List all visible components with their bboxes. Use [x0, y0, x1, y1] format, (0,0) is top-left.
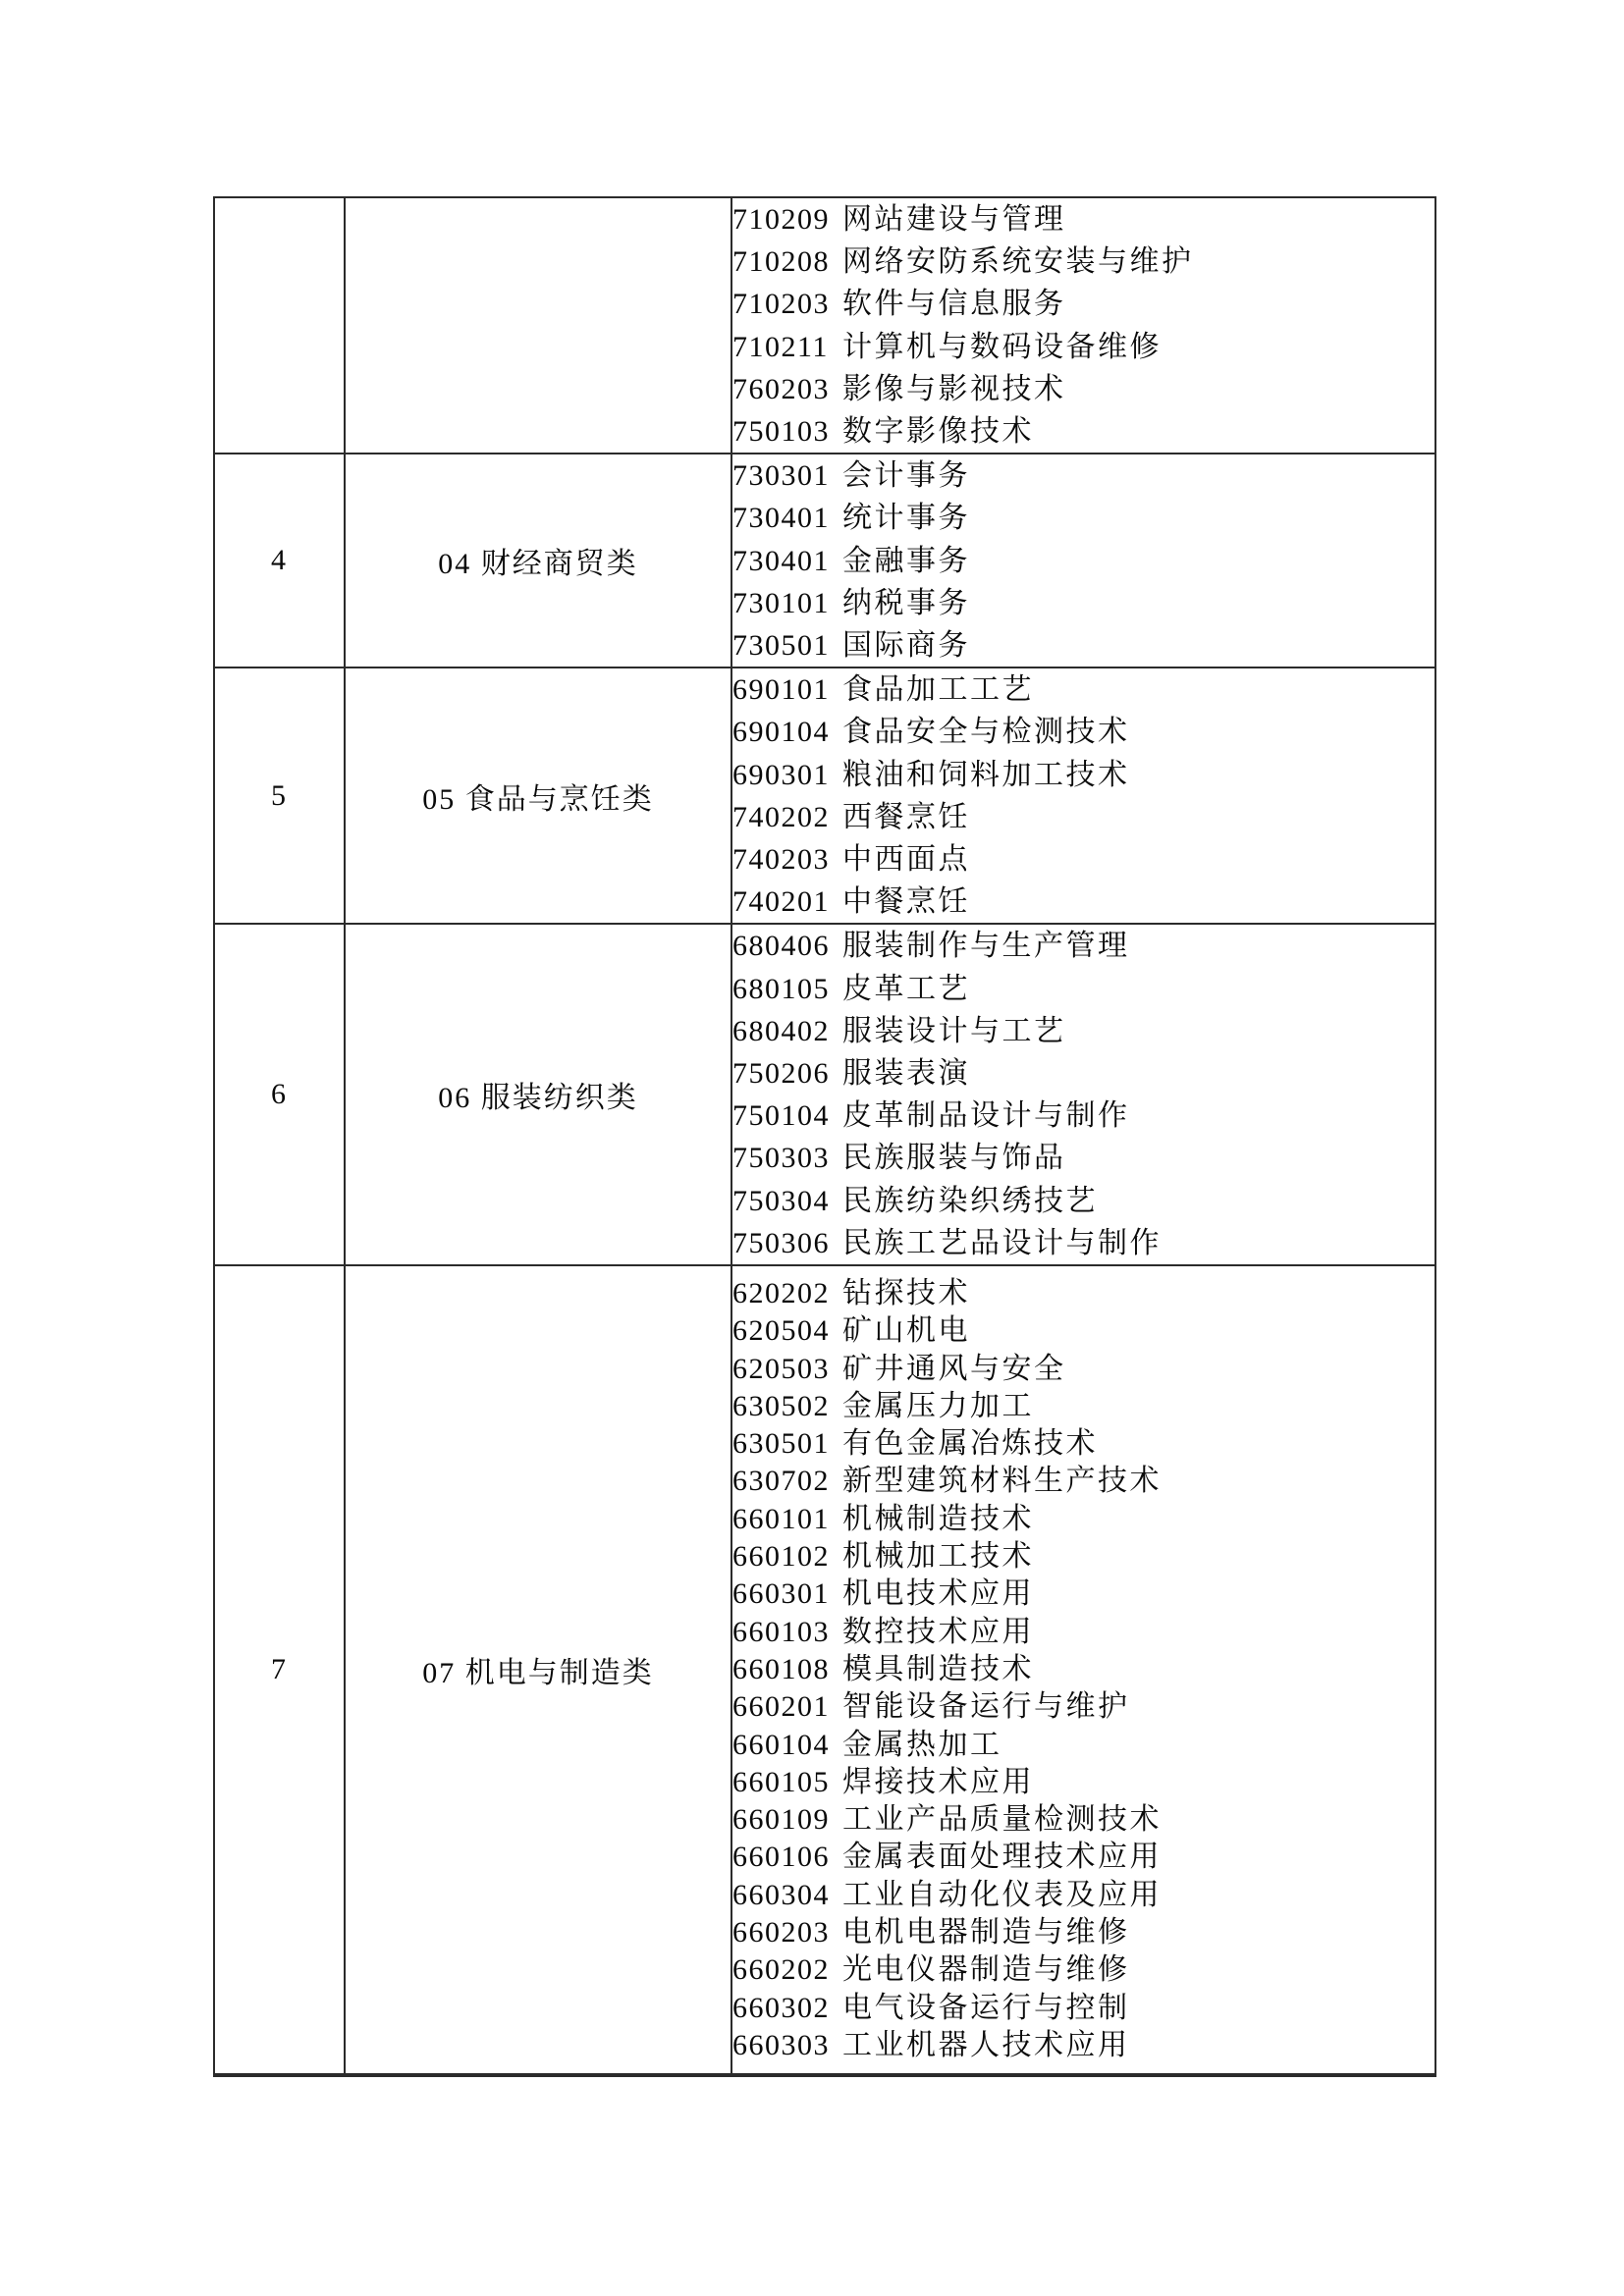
- major-code: 680402: [732, 1014, 830, 1047]
- majors-cell: [731, 667, 1435, 924]
- major-code: 660303: [732, 2028, 830, 2061]
- major-code: 730401: [732, 502, 830, 535]
- major-line: [732, 1501, 1435, 1538]
- majors-cell: [731, 197, 1435, 454]
- major-line: [732, 582, 1435, 624]
- major-name: 模具制造技术: [842, 1652, 1034, 1685]
- row-index-cell: 5: [214, 667, 345, 924]
- major-name: 矿山机电: [842, 1314, 970, 1348]
- major-name: 金属表面处理技术应用: [842, 1841, 1162, 1874]
- major-code: 690301: [732, 758, 830, 791]
- row-index-cell: 4: [214, 454, 345, 667]
- major-code: 660201: [732, 1690, 830, 1724]
- major-name: 服装设计与工艺: [842, 1014, 1066, 1047]
- major-code: 620504: [732, 1314, 830, 1348]
- major-code: 710203: [732, 288, 830, 321]
- major-name: 工业自动化仪表及应用: [842, 1878, 1162, 1911]
- major-code: 660106: [732, 1841, 830, 1874]
- major-code: 750103: [732, 415, 830, 449]
- major-name: 矿井通风与安全: [842, 1352, 1066, 1385]
- major-code: 680105: [732, 972, 830, 1005]
- major-code: 660105: [732, 1765, 830, 1798]
- major-name: 软件与信息服务: [842, 288, 1066, 321]
- major-line: [732, 497, 1435, 539]
- major-code: 630502: [732, 1389, 830, 1422]
- major-code: 730101: [732, 586, 830, 619]
- major-code: 740201: [732, 885, 830, 919]
- major-name: 服装制作与生产管理: [842, 930, 1130, 963]
- major-code: 660202: [732, 1953, 830, 1987]
- major-code: 730301: [732, 459, 830, 493]
- major-line: [732, 1180, 1435, 1222]
- major-name: 金融事务: [842, 544, 970, 577]
- major-name: 会计事务: [842, 459, 970, 493]
- category-cell: 04 财经商贸类: [345, 454, 731, 667]
- major-line: [732, 1425, 1435, 1463]
- major-code: 660108: [732, 1652, 830, 1685]
- major-line: [732, 624, 1435, 667]
- major-name: 新型建筑材料生产技术: [842, 1465, 1162, 1498]
- major-line: [732, 283, 1435, 325]
- major-line: [732, 1801, 1435, 1839]
- major-name: 数控技术应用: [842, 1615, 1034, 1648]
- table-row: [214, 1265, 1435, 2075]
- major-line: [732, 1727, 1435, 1764]
- major-line: [732, 1538, 1435, 1575]
- major-name: 服装表演: [842, 1057, 970, 1091]
- major-code: 750304: [732, 1184, 830, 1217]
- major-line: [732, 1312, 1435, 1350]
- row-index-cell: 6: [214, 924, 345, 1265]
- major-name: 网站建设与管理: [842, 203, 1066, 236]
- major-name: 机械加工技术: [842, 1540, 1034, 1574]
- major-code: 710208: [732, 245, 830, 279]
- major-code: 710209: [732, 203, 830, 236]
- major-name: 工业产品质量检测技术: [842, 1803, 1162, 1837]
- major-code: 660102: [732, 1540, 830, 1574]
- major-name: 民族服装与饰品: [842, 1142, 1066, 1175]
- table-row: [214, 197, 1435, 454]
- major-line: [732, 1052, 1435, 1095]
- category-cell: 07 机电与制造类: [345, 1265, 731, 2075]
- major-line: [732, 1351, 1435, 1388]
- major-line: [732, 838, 1435, 881]
- major-code: 750306: [732, 1226, 830, 1259]
- major-code: 660104: [732, 1728, 830, 1761]
- major-line: [732, 796, 1435, 838]
- table-row: [214, 924, 1435, 1265]
- major-line: [732, 1222, 1435, 1264]
- major-code: 660101: [732, 1502, 830, 1535]
- major-line: [732, 1095, 1435, 1137]
- major-line: [732, 410, 1435, 453]
- major-code: 660203: [732, 1916, 830, 1949]
- major-line: [732, 1388, 1435, 1425]
- major-name: 计算机与数码设备维修: [842, 330, 1162, 363]
- category-cell: [345, 197, 731, 454]
- major-name: 钻探技术: [842, 1276, 970, 1309]
- table-body: [214, 197, 1435, 2075]
- major-line: [732, 198, 1435, 240]
- major-line: [732, 326, 1435, 368]
- major-line: [732, 1614, 1435, 1651]
- major-name: 智能设备运行与维护: [842, 1690, 1130, 1724]
- major-line: [732, 1688, 1435, 1726]
- major-code: 760203: [732, 372, 830, 405]
- major-code: 730401: [732, 544, 830, 577]
- major-line: [732, 881, 1435, 923]
- major-line: [732, 925, 1435, 967]
- major-line: [732, 2027, 1435, 2064]
- majors-cell: [731, 454, 1435, 667]
- row-index-cell: [214, 197, 345, 454]
- major-line: [732, 1914, 1435, 1951]
- major-code: 620503: [732, 1352, 830, 1385]
- major-code: 620202: [732, 1276, 830, 1309]
- major-line: [732, 1575, 1435, 1613]
- major-name: 国际商务: [842, 629, 970, 663]
- major-name: 中餐烹饪: [842, 885, 970, 919]
- major-name: 中西面点: [842, 843, 970, 877]
- major-name: 民族工艺品设计与制作: [842, 1226, 1162, 1259]
- major-code: 750303: [732, 1142, 830, 1175]
- major-line: [732, 540, 1435, 582]
- major-code: 660304: [732, 1878, 830, 1911]
- majors-cell: [731, 924, 1435, 1265]
- majors-cell: [731, 1265, 1435, 2075]
- major-name: 皮革制品设计与制作: [842, 1099, 1130, 1133]
- major-code: 740202: [732, 800, 830, 833]
- major-line: [732, 1764, 1435, 1801]
- major-line: [732, 1951, 1435, 1989]
- major-name: 焊接技术应用: [842, 1765, 1034, 1798]
- major-line: [732, 1463, 1435, 1500]
- major-name: 影像与影视技术: [842, 372, 1066, 405]
- major-line: [732, 1990, 1435, 2027]
- major-name: 金属热加工: [842, 1728, 1002, 1761]
- major-line: [732, 1275, 1435, 1312]
- major-code: 680406: [732, 930, 830, 963]
- major-name: 统计事务: [842, 502, 970, 535]
- major-code: 730501: [732, 629, 830, 663]
- major-line: [732, 1651, 1435, 1688]
- major-line: [732, 454, 1435, 497]
- major-line: [732, 1839, 1435, 1876]
- row-index-cell: 7: [214, 1265, 345, 2075]
- major-name: 电气设备运行与控制: [842, 1991, 1130, 2024]
- major-name: 有色金属冶炼技术: [842, 1427, 1098, 1461]
- major-code: 690101: [732, 673, 830, 707]
- major-line: [732, 668, 1435, 711]
- major-name: 工业机器人技术应用: [842, 2028, 1130, 2061]
- major-code: 750104: [732, 1099, 830, 1133]
- major-name: 粮油和饲料加工技术: [842, 758, 1130, 791]
- major-code: 690104: [732, 716, 830, 749]
- major-code: 660301: [732, 1577, 830, 1611]
- major-code: 740203: [732, 843, 830, 877]
- major-line: [732, 711, 1435, 753]
- category-cell: 06 服装纺织类: [345, 924, 731, 1265]
- major-name: 民族纺染织绣技艺: [842, 1184, 1098, 1217]
- major-code: 660103: [732, 1615, 830, 1648]
- table-row: [214, 667, 1435, 924]
- major-code: 660302: [732, 1991, 830, 2024]
- major-codes-table: [213, 196, 1436, 2077]
- major-code: 630702: [732, 1465, 830, 1498]
- major-line: [732, 240, 1435, 283]
- major-name: 网络安防系统安装与维护: [842, 245, 1194, 279]
- major-line: [732, 968, 1435, 1010]
- major-code: 710211: [732, 330, 829, 363]
- major-code: 750206: [732, 1057, 830, 1091]
- major-name: 皮革工艺: [842, 972, 970, 1005]
- major-name: 食品安全与检测技术: [842, 716, 1130, 749]
- major-name: 机械制造技术: [842, 1502, 1034, 1535]
- major-name: 金属压力加工: [842, 1389, 1034, 1422]
- major-line: [732, 1010, 1435, 1052]
- major-code: 660109: [732, 1803, 830, 1837]
- major-line: [732, 754, 1435, 796]
- major-name: 机电技术应用: [842, 1577, 1034, 1611]
- major-name: 西餐烹饪: [842, 800, 970, 833]
- table-row: [214, 454, 1435, 667]
- major-name: 电机电器制造与维修: [842, 1916, 1130, 1949]
- major-name: 食品加工工艺: [842, 673, 1034, 707]
- major-name: 纳税事务: [842, 586, 970, 619]
- major-code: 630501: [732, 1427, 830, 1461]
- major-name: 光电仪器制造与维修: [842, 1953, 1130, 1987]
- category-cell: 05 食品与烹饪类: [345, 667, 731, 924]
- major-line: [732, 1877, 1435, 1914]
- major-name: 数字影像技术: [842, 415, 1034, 449]
- major-line: [732, 1137, 1435, 1179]
- major-line: [732, 368, 1435, 410]
